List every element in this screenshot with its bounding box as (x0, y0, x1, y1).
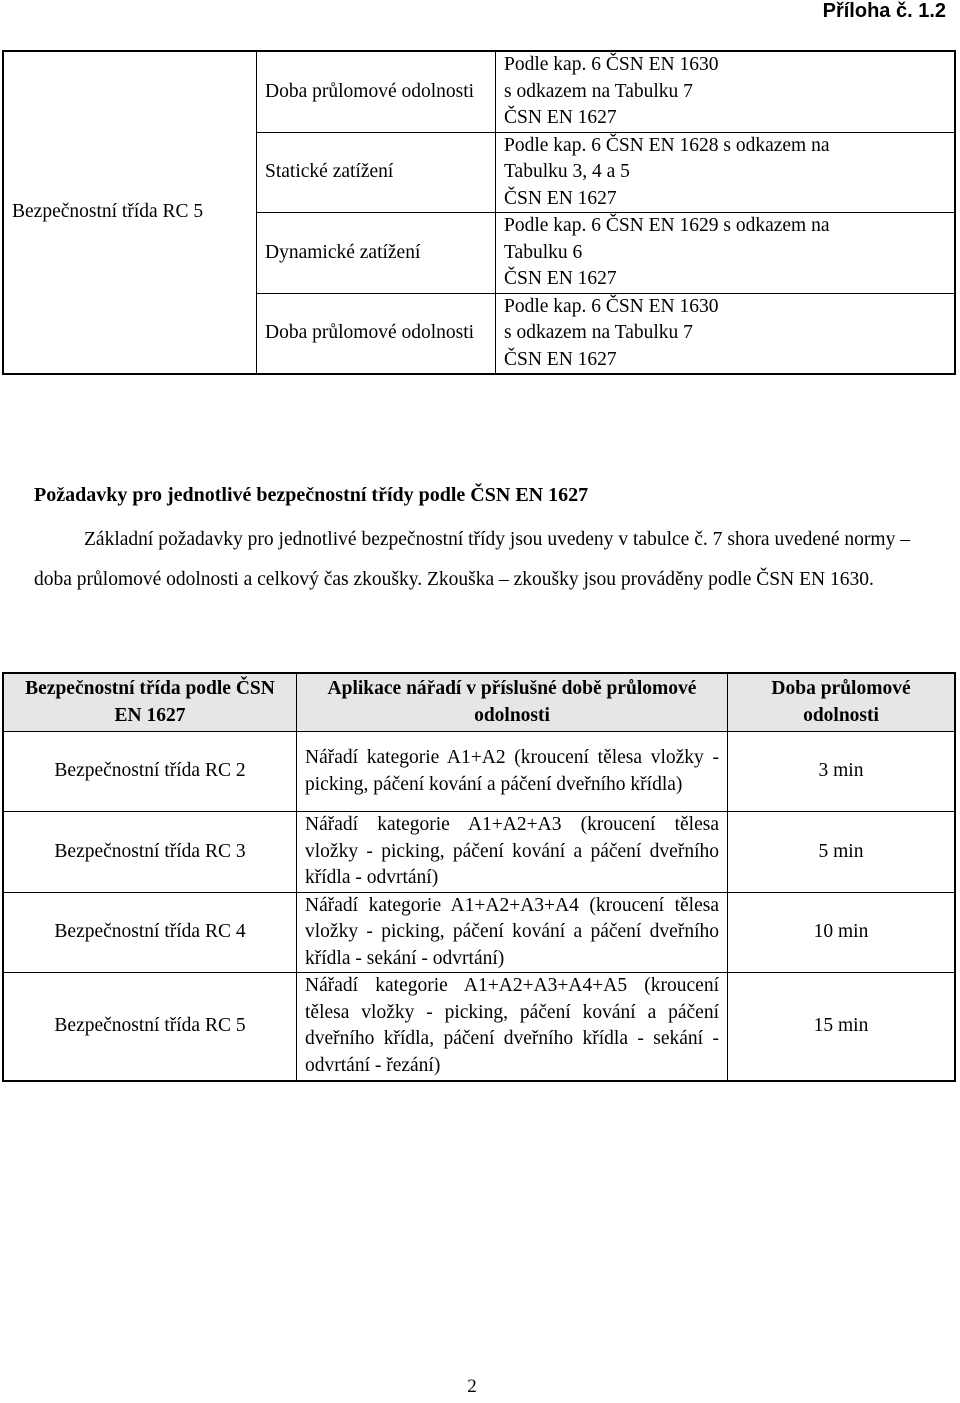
table-row (3, 51, 955, 132)
class-cell: Bezpečnostní třída RC 4 (3, 892, 297, 973)
reference-line: ČSN EN 1627 (504, 268, 617, 289)
reference-cell (496, 51, 956, 132)
table-row (3, 812, 955, 893)
header-row (3, 673, 955, 732)
reference-line: Podle kap. 6 ČSN EN 1630 (504, 295, 719, 317)
reference-line: s odkazem na Tabulku 7 (504, 80, 693, 102)
reference-cell (496, 293, 956, 374)
column-header-class: Bezpečnostní třída podle ČSN EN 1627 (3, 673, 297, 732)
time-cell: 10 min (728, 892, 956, 973)
column-header-time: Doba průlomové odolnosti (728, 673, 956, 732)
reference-line: ČSN EN 1627 (504, 348, 617, 370)
section-paragraph: Základní požadavky pro jednotlivé bezpečnostní třídy jsou uvedeny v tabulce č. 7 shora uvedené normy – doba průlomové odolnosti a celkový čas zkoušky. Zkouška – zkoušky jsou prováděny podle ČSN EN 1630. (34, 529, 910, 590)
reference-line: Podle kap. 6 ČSN EN 1630 (504, 54, 719, 75)
table-row (3, 973, 955, 1081)
reference-line: ČSN EN 1627 (504, 107, 617, 128)
tools-cell: Nářadí kategorie A1+A2+A3 (kroucení tělesa vložky - picking, páčení kování a páčení dveřního křídla - odvrtání) (297, 812, 728, 893)
time-cell: 15 min (728, 973, 956, 1081)
class-cell: Bezpečnostní třída RC 3 (3, 812, 297, 893)
reference-line: Tabulku 3, 4 a 5 (504, 161, 630, 182)
parameter-cell: Statické zatížení (257, 132, 496, 213)
tools-cell: Nářadí kategorie A1+A2+A3+A4+A5 (kroucení tělesa vložky - picking, páčení kování a páčení dveřního křídla, páčení dveřního křídla - sekání - odvrtání - řezání) (297, 973, 728, 1081)
parameter-cell: Doba průlomové odolnosti (257, 293, 496, 374)
class-cell: Bezpečnostní třída RC 2 (3, 732, 297, 812)
security-classes-table (2, 672, 956, 1082)
reference-line: Podle kap. 6 ČSN EN 1629 s odkazem na (504, 215, 830, 236)
reference-line: s odkazem na Tabulku 7 (504, 322, 693, 343)
time-cell: 3 min (728, 732, 956, 812)
class-cell: Bezpečnostní třída RC 5 (3, 973, 297, 1081)
reference-line: ČSN EN 1627 (504, 187, 617, 209)
tools-cell: Nářadí kategorie A1+A2 (kroucení tělesa vložky - picking, páčení kování a páčení dveřního křídla) (297, 732, 728, 812)
parameter-cell: Dynamické zatížení (257, 213, 496, 294)
parameter-cell: Doba průlomové odolnosti (257, 51, 496, 132)
reference-line: Tabulku 6 (504, 241, 583, 263)
reference-cell (496, 132, 956, 213)
reference-cell (496, 213, 956, 294)
reference-line: Podle kap. 6 ČSN EN 1628 s odkazem na (504, 134, 830, 156)
requirements-table-rc5 (2, 50, 956, 375)
table-row (3, 892, 955, 973)
tools-cell: Nářadí kategorie A1+A2+A3+A4 (kroucení tělesa vložky - picking, páčení kování a páčení dveřního křídla - sekání - odvrtání) (297, 892, 728, 973)
annex-label: Příloha č. 1.2 (822, 0, 946, 22)
section-heading: Požadavky pro jednotlivé bezpečnostní třídy podle ČSN EN 1627 (34, 484, 589, 506)
time-cell: 5 min (728, 812, 956, 893)
class-cell: Bezpečnostní třída RC 5 (3, 51, 257, 374)
table-row (3, 732, 955, 812)
page-number: 2 (467, 1376, 477, 1397)
column-header-tools: Aplikace nářadí v příslušné době průlomové odolnosti (297, 673, 728, 732)
